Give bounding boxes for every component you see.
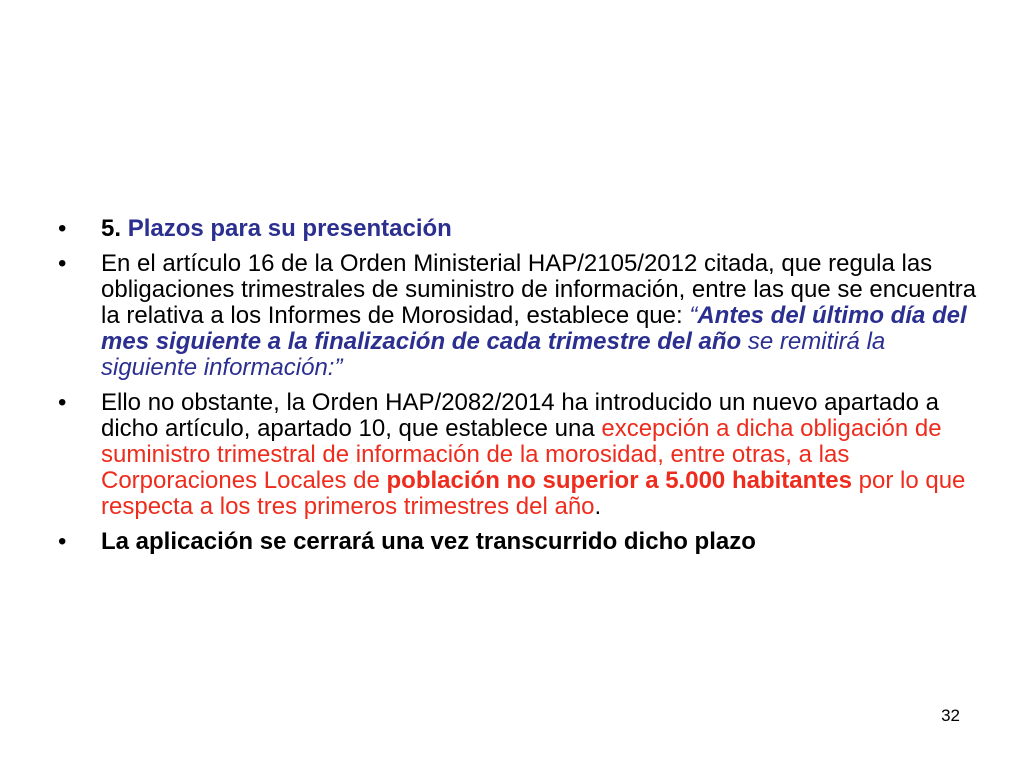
excepcion-intro-text: Ello no obstante, la Orden HAP/2082/2014 ha introducido un nuevo apartado a dicho artículo, apartado 10, que establece una bbox=[101, 389, 939, 442]
bullet-marker: • bbox=[58, 528, 67, 555]
quote-bold-text: Antes del último día del mes siguiente a la finalización de cada trimestre del año bbox=[101, 302, 967, 355]
trimestres-red-text: por lo que respecta a los tres primeros trimestres del año bbox=[101, 467, 966, 520]
bullet-list bbox=[58, 216, 978, 564]
bullet-marker: • bbox=[58, 215, 67, 242]
excepcion-red-text: excepción a dicha obligación de suministro trimestral de información de la morosidad, entre otras, a las Corporaciones Locales de bbox=[101, 415, 942, 494]
bullet-item-articulo-16 bbox=[58, 251, 978, 381]
section-title: Plazos para su presentación bbox=[127, 215, 452, 242]
cierre-text: La aplicación se cerrará una vez transcurrido dicho plazo bbox=[101, 528, 756, 555]
quote-open: “ bbox=[689, 302, 698, 329]
bullet-item-excepcion bbox=[58, 390, 978, 520]
poblacion-bold-text: población no superior a 5.000 habitantes bbox=[386, 467, 852, 494]
period-text: . bbox=[594, 493, 602, 520]
quote-rest-text: se remitirá la siguiente información:” bbox=[101, 328, 886, 381]
bullet-item-cierre bbox=[58, 529, 978, 555]
bullet-marker: • bbox=[58, 250, 67, 277]
page-number: 32 bbox=[941, 706, 960, 725]
bullet-item-plazos bbox=[58, 216, 978, 242]
articulo-text: En el artículo 16 de la Orden Ministerial HAP/2105/2012 citada, que regula las obligaciones trimestrales de suministro de información, entre las que se encuentra la relativa a los Informes de Morosidad, establece que: bbox=[101, 250, 977, 329]
section-number: 5. bbox=[101, 215, 128, 242]
bullet-marker: • bbox=[58, 389, 67, 416]
